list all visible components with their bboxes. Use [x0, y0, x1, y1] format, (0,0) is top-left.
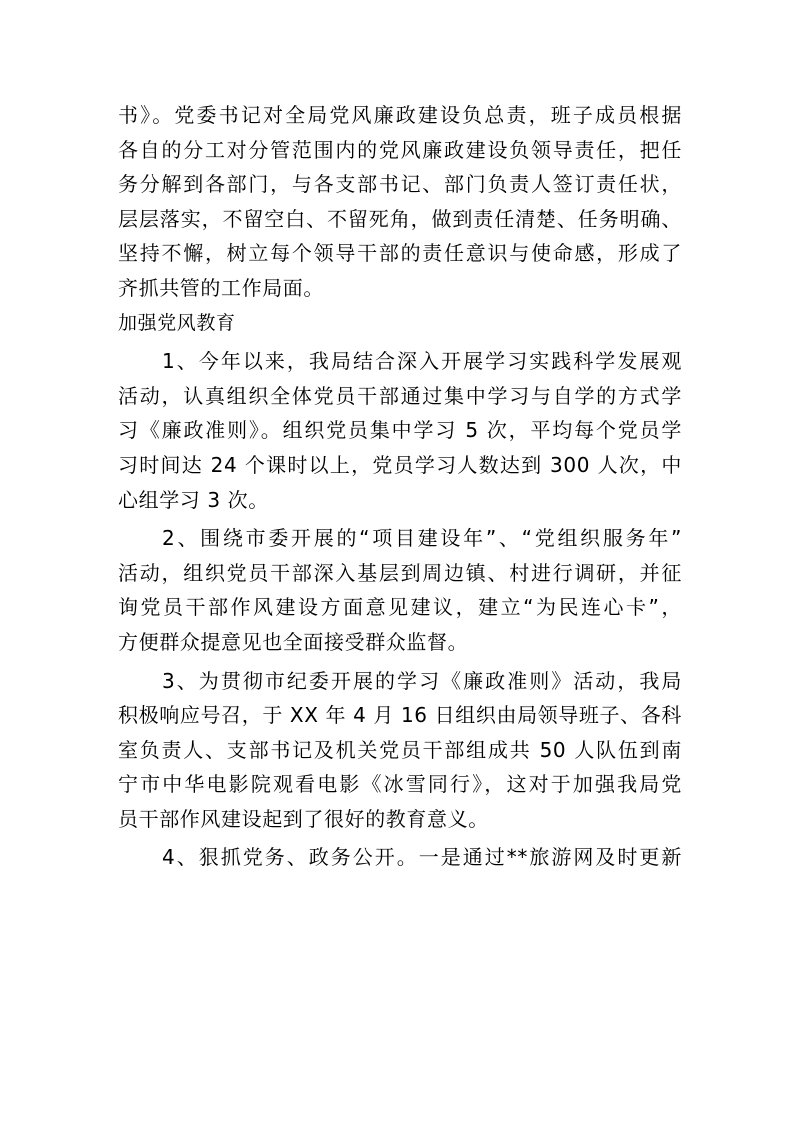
section-heading: 加强党风教育 [118, 311, 236, 334]
text-line: 活动，组织党员干部深入基层到周边镇、村进行调研，并征 [118, 560, 682, 585]
text-line: 积极响应号召，于 XX 年 4 月 16 日组织由局领导班子、各科 [118, 703, 682, 728]
paragraph-4 [118, 840, 682, 875]
text-line: 活动，认真组织全体党员干部通过集中学习与自学的方式学 [118, 383, 682, 408]
text-line: 习《廉政准则》。组织党员集中学习 5 次，平均每个党员学 [118, 418, 682, 443]
text-line: 心组学习 3 次。 [118, 487, 269, 512]
text-line: 务分解到各部门，与各支部书记、部门负责人签订责任状， [118, 172, 682, 197]
text-line: 习时间达 24 个课时以上，党员学习人数达到 300 人次，中 [118, 452, 682, 477]
text-line: 1、今年以来，我局结合深入开展学习实践科学发展观 [162, 349, 682, 374]
text-line: 坚持不懈，树立每个领导干部的责任意识与使命感，形成了 [118, 241, 682, 266]
paragraph-3 [118, 664, 682, 837]
text-line: 各自的分工对分管范围内的党风廉政建设负领导责任，把任 [118, 137, 682, 162]
text-line: 询党员干部作风建设方面意见建议，建立“为民连心卡”， [118, 595, 682, 620]
text-line: 3、为贯彻市纪委开展的学习《廉政准则》活动，我局 [162, 668, 682, 693]
text-line: 2、围绕市委开展的“项目建设年”、“党组织服务年” [162, 526, 682, 551]
text-line: 层层落实，不留空白、不留死角，做到责任清楚、任务明确、 [118, 206, 682, 231]
text-line: 室负责人、支部书记及机关党员干部组成共 50 人队伍到南 [118, 737, 682, 762]
paragraph-2 [118, 521, 682, 659]
text-line: 方便群众提意见也全面接受群众监督。 [118, 629, 469, 654]
text-line: 4、狠抓党务、政务公开。一是通过**旅游网及时更新 [162, 845, 682, 870]
text-line: 宁市中华电影院观看电影《冰雪同行》，这对于加强我局党 [118, 772, 682, 797]
continuation-paragraph [118, 98, 682, 306]
paragraph-1 [118, 344, 682, 517]
text-line: 齐抓共管的工作局面。 [118, 275, 324, 300]
text-line: 员干部作风建设起到了很好的教育意义。 [118, 806, 489, 831]
text-line: 书》。党委书记对全局党风廉政建设负总责，班子成员根据 [118, 103, 682, 127]
